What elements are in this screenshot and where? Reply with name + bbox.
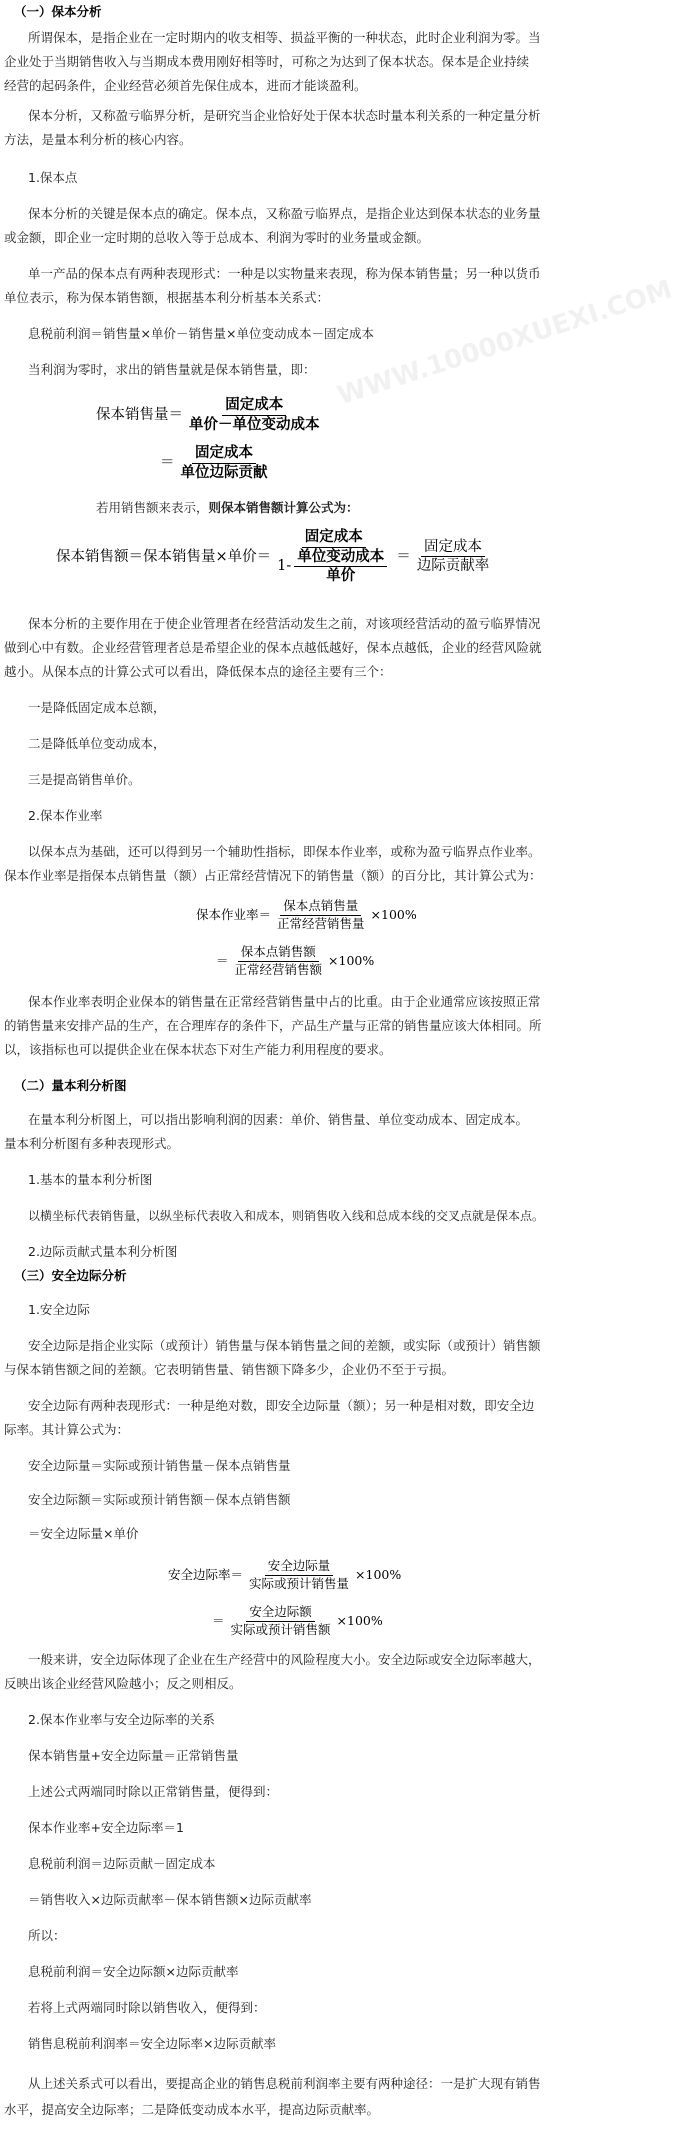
paragraph-line: 安全边际有两种表现形式：一种是绝对数，即安全边际量（额）；另一种是相对数，即安全边 bbox=[28, 1398, 535, 1413]
text-run: 若用销售额来表示， bbox=[96, 500, 209, 515]
section-heading-cvp-chart: （二）量本利分析图 bbox=[14, 1078, 127, 1093]
paragraph-line: 保本分析的关键是保本点的确定。保本点，又称盈亏临界点，是指企业达到保本状态的业务量 bbox=[28, 206, 541, 221]
denominator: 正常经营销售额 bbox=[234, 961, 323, 977]
paragraph-line: 以，该指标也可以提供企业在保本状态下对生产能力利用程度的要求。 bbox=[4, 1042, 392, 1057]
equation-line: 销售息税前利润率＝安全边际率×边际贡献率 bbox=[28, 2036, 276, 2051]
formula-lhs: 保本销售额＝保本销售量×单价＝ bbox=[56, 548, 272, 565]
paragraph-line: 单一产品的保本点有两种表现形式：一种是以实物量来表现，称为保本销售量；另一种以货币 bbox=[28, 266, 541, 281]
paragraph-line: 越小。从保本点的计算公式可以看出，降低保本点的途径主要有三个： bbox=[4, 664, 392, 679]
paragraph-line: 所谓保本，是指企业在一定时期内的收支相等、损益平衡的一种状态，此时企业利润为零。当 bbox=[28, 30, 541, 45]
formula-lhs: 安全边际率＝ bbox=[168, 1566, 244, 1582]
paragraph-line: 安全边际是指企业实际（或预计）销售量与保本销售量之间的差额，或实际（或预计）销售额 bbox=[28, 1338, 541, 1353]
paragraph-line: 当利润为零时，求出的销售量就是保本销售量，即： bbox=[28, 362, 316, 377]
one-minus: 1- bbox=[277, 558, 292, 575]
paragraph-line: 方法，是量本利分析的核心内容。 bbox=[4, 132, 192, 147]
section-heading-safety-margin: （三）安全边际分析 bbox=[14, 1268, 127, 1283]
formula-break-even-rate bbox=[196, 900, 417, 930]
paragraph-line: 以保本点为基础，还可以得到另一个辅助性指标，即保本作业率，或称为盈亏临界点作业率。 bbox=[28, 844, 541, 859]
paragraph-line: 单位表示，称为保本销售额，根据基本利分析基本关系式： bbox=[4, 290, 330, 305]
fraction bbox=[178, 446, 271, 480]
fraction bbox=[414, 540, 493, 574]
fraction bbox=[274, 900, 368, 930]
denominator: 单价－单位变动成本 bbox=[189, 415, 320, 433]
percent-factor: ×100% bbox=[336, 1612, 383, 1628]
equation-line: ＝销售收入×边际贡献率－保本销售额×边际贡献率 bbox=[28, 1892, 312, 1907]
numerator: 安全边际量 bbox=[265, 1560, 334, 1576]
paragraph-line: 反映出该企业经营风险越小；反之则相反。 bbox=[4, 1676, 242, 1691]
paragraph-line bbox=[96, 502, 602, 515]
equation-line: 保本作业率+安全边际率＝1 bbox=[28, 1820, 184, 1835]
paragraph-line: 保本作业率表明企业保本的销售量在正常经营销售量中占的比重。由于企业通常应该按照正常 bbox=[28, 994, 541, 1009]
formula-lhs: 保本销售量＝ bbox=[96, 406, 183, 423]
fraction bbox=[186, 398, 323, 432]
paragraph-line: 上述公式两端同时除以正常销售量，便得到： bbox=[28, 1784, 279, 1799]
paragraph-line: 在量本利分析图上，可以指出影响利润的因素：单价、销售量、单位变动成本、固定成本。 bbox=[28, 1112, 529, 1127]
paragraph-line: 经营的起码条件，企业经营必须首先保住成本，进而才能谈盈利。 bbox=[4, 78, 367, 93]
subheading-break-even-rate: 2.保本作业率 bbox=[28, 808, 103, 823]
paragraph-line: 与保本销售额之间的差额。它表明销售量、销售额下降多少，企业仍不至于亏损。 bbox=[4, 1362, 455, 1377]
subheading-contribution-cvp-chart: 2.边际贡献式量本利分析图 bbox=[28, 1244, 178, 1259]
formula-lhs: 保本作业率＝ bbox=[196, 906, 272, 922]
text-run-bold: 则保本销售额计算公式为： bbox=[208, 500, 359, 515]
numerator: 保本点销售量 bbox=[280, 900, 361, 916]
list-item: 一是降低固定成本总额， bbox=[28, 700, 166, 715]
percent-factor: ×100% bbox=[370, 906, 417, 922]
formula-safety-margin-rate-alt bbox=[212, 1606, 383, 1636]
paragraph-line: 以横坐标代表销售量，以纵坐标代表收入和成本，则销售收入线和总成本线的交叉点就是保本点。 bbox=[28, 1209, 545, 1223]
section-heading-break-even: （一）保本分析 bbox=[14, 4, 102, 19]
formula-break-even-volume bbox=[96, 398, 326, 432]
subheading-rate-relationship: 2.保本作业率与安全边际率的关系 bbox=[28, 1712, 215, 1727]
denominator: 边际贡献率 bbox=[416, 558, 490, 575]
paragraph-line: 保本分析，又称盈亏临界分析，是研究当企业恰好处于保本状态时量本利关系的一种定量分析 bbox=[28, 108, 541, 123]
equals-sign: ＝ bbox=[212, 1612, 225, 1628]
numerator: 安全边际额 bbox=[246, 1606, 315, 1622]
denominator: 实际或预计销售量 bbox=[249, 1575, 350, 1591]
equation-line: 息税前利润＝销售量×单价－销售量×单位变动成本－固定成本 bbox=[28, 326, 374, 341]
paragraph-line: 做到心中有数。企业经营管理者总是希望企业的保本点越低越好，保本点越低，企业的经营风险就 bbox=[4, 640, 542, 655]
paragraph-line: 际率。其计算公式为： bbox=[4, 1422, 130, 1437]
denominator: 单位边际贡献 bbox=[180, 463, 268, 481]
numerator: 固定成本 bbox=[222, 398, 286, 416]
equation-line: 安全边际量＝实际或预计销售量－保本点销售量 bbox=[28, 1458, 291, 1473]
equation-line: 息税前利润＝边际贡献－固定成本 bbox=[28, 1856, 216, 1871]
paragraph-line: 若将上式两端同时除以销售收入，便得到： bbox=[28, 2000, 266, 2015]
percent-factor: ×100% bbox=[355, 1566, 402, 1582]
numerator: 固定成本 bbox=[302, 530, 366, 548]
equals-sign: ＝ bbox=[396, 548, 411, 565]
equation-line: 安全边际额＝实际或预计销售额－保本点销售额 bbox=[28, 1492, 291, 1507]
equation-line: 保本销售量+安全边际量＝正常销售量 bbox=[28, 1748, 239, 1763]
equals-sign: ＝ bbox=[216, 952, 229, 968]
paragraph-line: 保本分析的主要作用在于使企业管理者在经营活动发生之前，对该项经营活动的盈亏临界情况 bbox=[28, 616, 541, 631]
numerator: 固定成本 bbox=[421, 540, 485, 558]
equals-sign: ＝ bbox=[160, 454, 175, 471]
subheading-safety-margin: 1.安全边际 bbox=[28, 1302, 90, 1317]
list-item: 二是降低单位变动成本， bbox=[28, 736, 166, 751]
fraction bbox=[228, 1606, 334, 1636]
fraction bbox=[232, 946, 326, 976]
subheading-basic-cvp-chart: 1.基本的量本利分析图 bbox=[28, 1172, 153, 1187]
paragraph-line: 企业处于当期销售收入与当期成本费用刚好相等时，可称之为达到了保本状态。保本是企业持续 bbox=[4, 54, 530, 69]
nested-fraction bbox=[294, 547, 387, 584]
formula-break-even-sales bbox=[56, 530, 495, 584]
numerator: 固定成本 bbox=[192, 446, 256, 464]
denominator: 正常经营销售量 bbox=[277, 915, 365, 931]
watermark: WWW.10000XUEXI.COM bbox=[333, 274, 676, 412]
denominator: 单价 bbox=[326, 567, 356, 584]
formula-break-even-volume-alt bbox=[160, 446, 274, 480]
equation-line: ＝安全边际量×单价 bbox=[28, 1526, 139, 1541]
equation-line: 息税前利润＝安全边际额×边际贡献率 bbox=[28, 1964, 239, 1979]
denominator: 实际或预计销售额 bbox=[230, 1621, 331, 1637]
subheading-break-even-point: 1.保本点 bbox=[28, 170, 78, 185]
paragraph-line: 所以： bbox=[28, 1928, 66, 1943]
formula-break-even-rate-alt bbox=[216, 946, 374, 976]
paragraph-line: 一般来讲，安全边际体现了企业在生产经营中的风险程度大小。安全边际或安全边际率越大， bbox=[28, 1652, 541, 1667]
denominator bbox=[274, 548, 393, 584]
paragraph-line: 水平，提高安全边际率；二是降低变动成本水平，提高边际贡献率。 bbox=[4, 2102, 380, 2117]
paragraph-line: 从上述关系式可以看出，要提高企业的销售息税前利润率主要有两种途径：一是扩大现有销售 bbox=[28, 2076, 541, 2091]
numerator: 单位变动成本 bbox=[294, 550, 387, 568]
numerator: 保本点销售额 bbox=[238, 946, 319, 962]
list-item: 三是提高销售单价。 bbox=[28, 772, 141, 787]
fraction bbox=[274, 530, 393, 584]
paragraph-line: 保本作业率是指保本点销售量（额）占正常经营情况下的销售量（额）的百分比，其计算公式为： bbox=[4, 868, 542, 883]
formula-safety-margin-rate bbox=[168, 1560, 401, 1590]
fraction bbox=[246, 1560, 352, 1590]
paragraph-line: 的销售量来安排产品的生产，在合理库存的条件下，产品生产量与正常的销售量应该大体相同。所 bbox=[4, 1018, 542, 1033]
paragraph-line: 量本利分析图有多种表现形式。 bbox=[4, 1136, 180, 1151]
paragraph-line: 或金额，即企业一定时期的总收入等于总成本、利润为零时的业务量或金额。 bbox=[4, 230, 430, 245]
percent-factor: ×100% bbox=[328, 952, 375, 968]
